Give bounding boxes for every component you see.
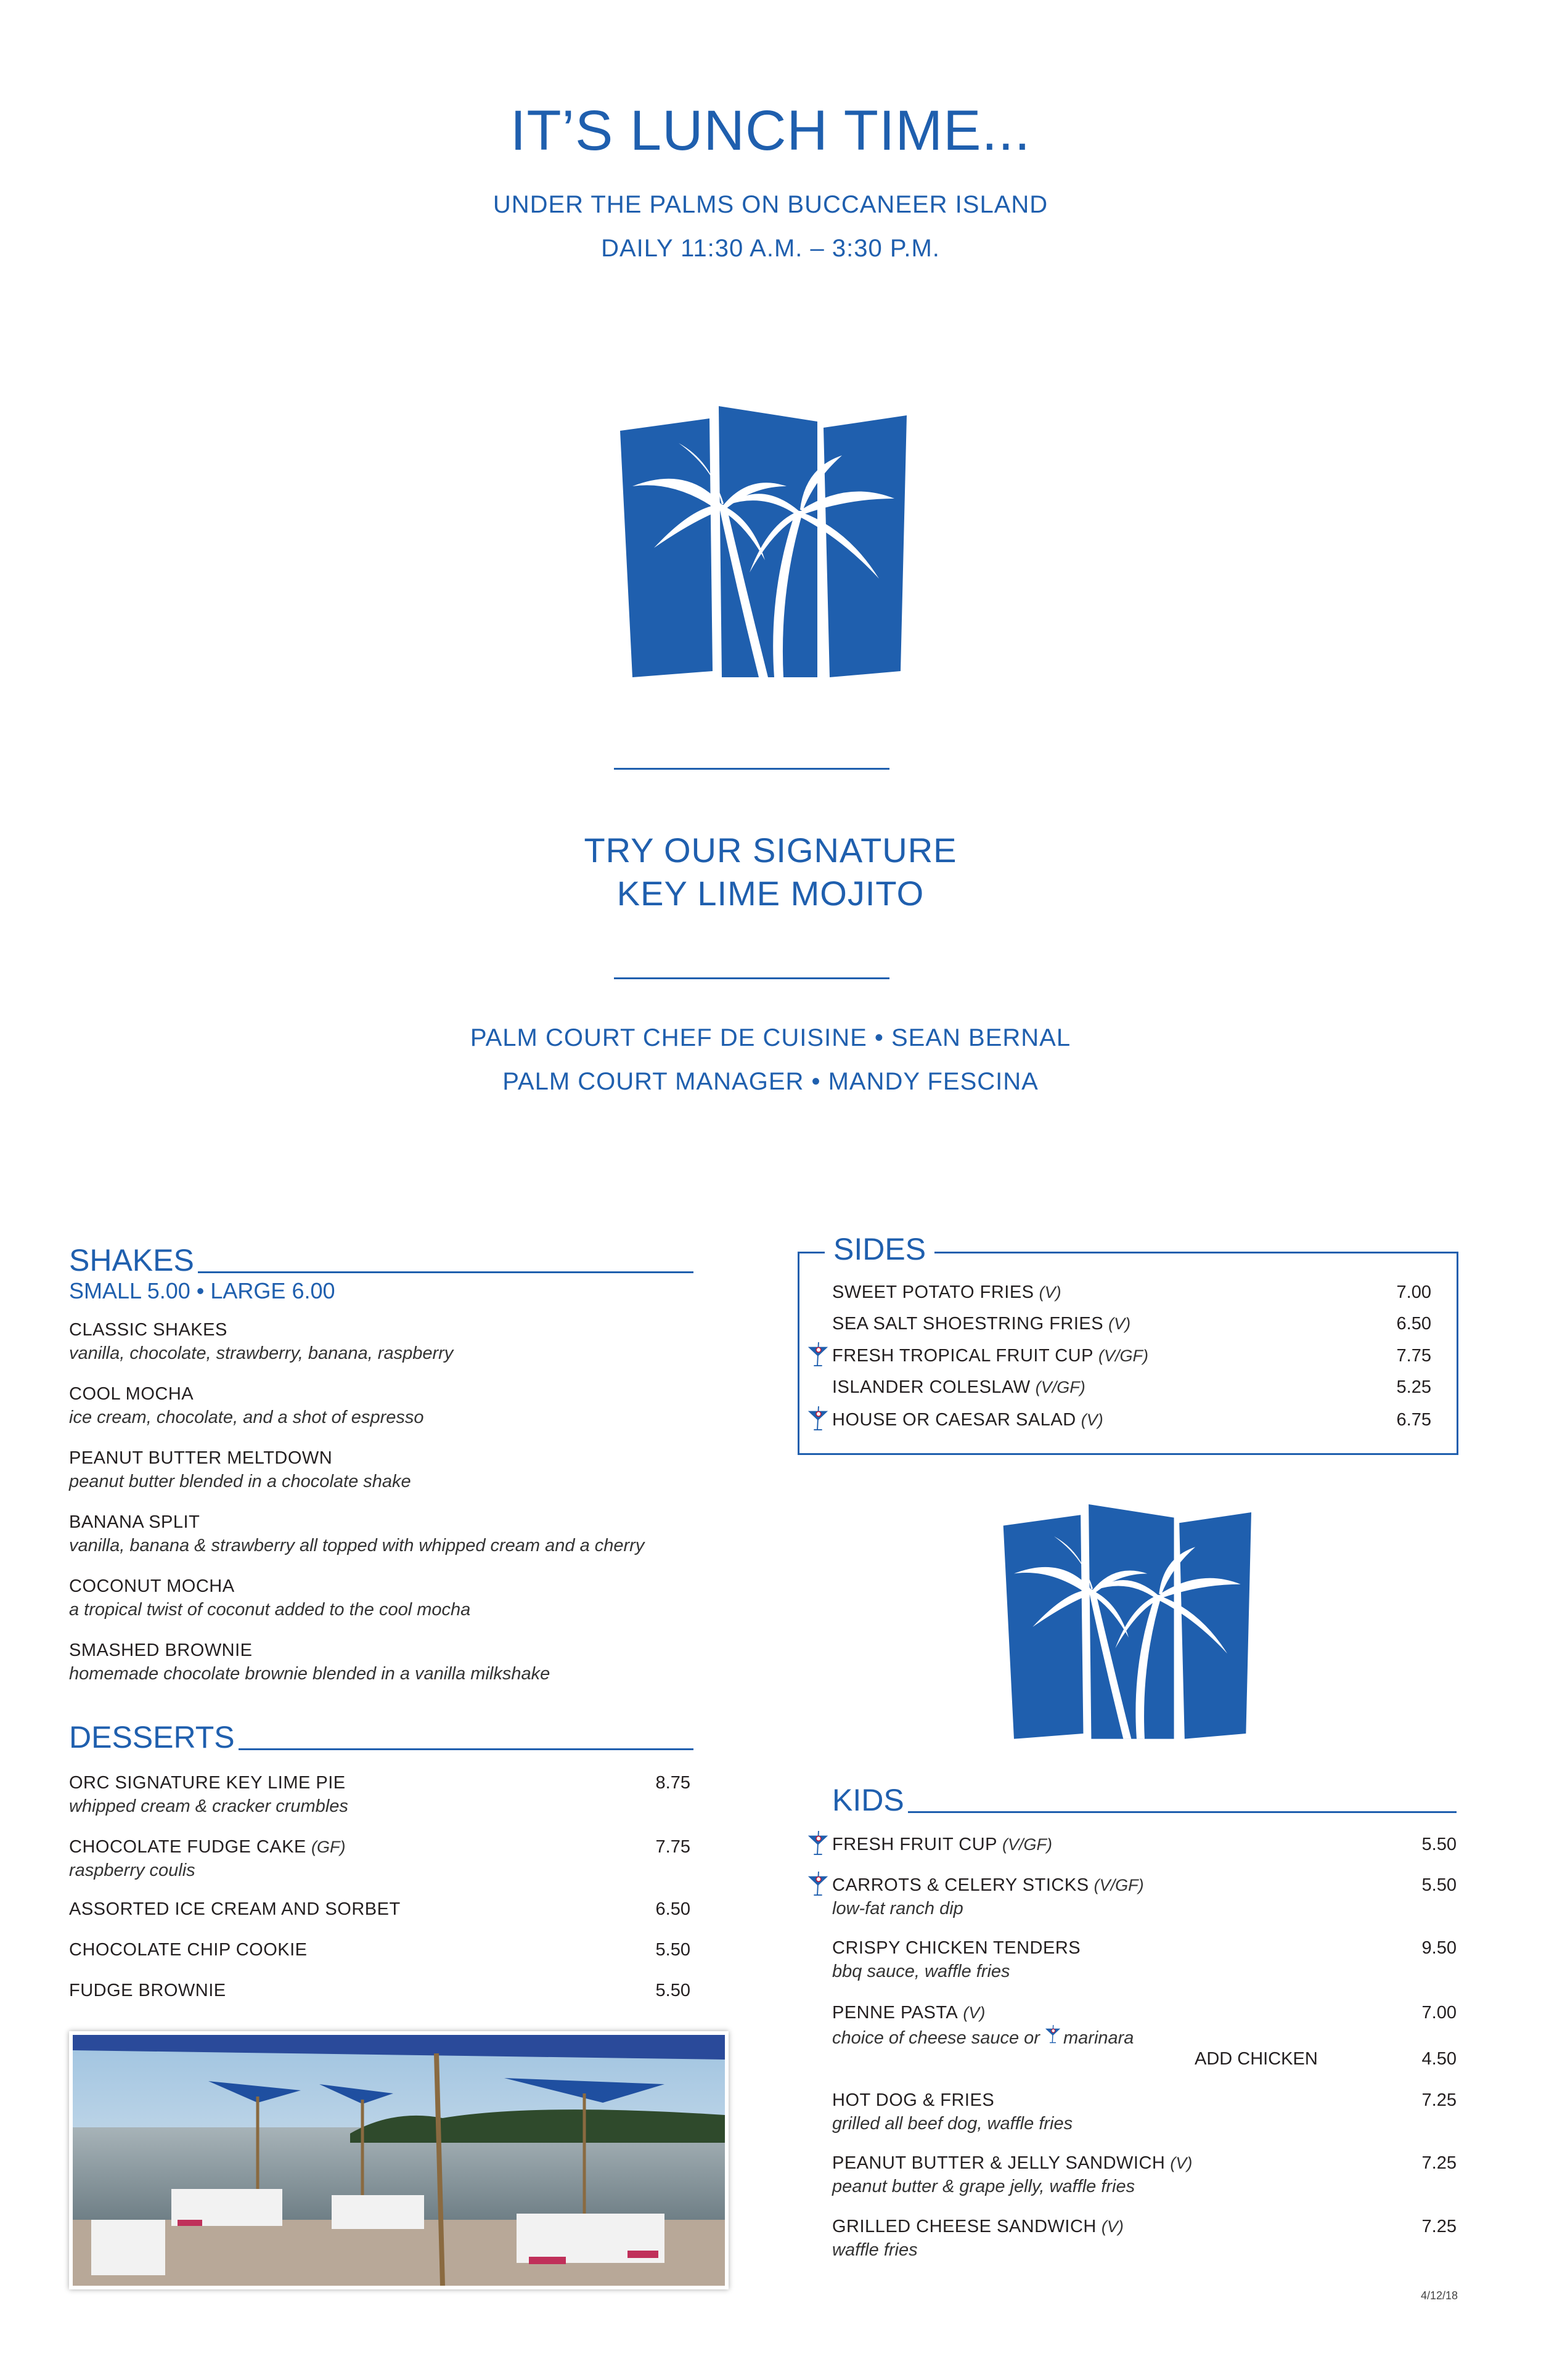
martini-icon	[1045, 2025, 1063, 2049]
item-name: SMASHED BROWNIE	[69, 1640, 253, 1660]
menu-item	[69, 1772, 690, 1817]
item-description: homemade chocolate brownie blended in a vanilla milkshake	[69, 1664, 550, 1684]
item-price: 7.75	[655, 1837, 690, 1857]
item-name: HOUSE OR CAESAR SALAD	[832, 1410, 1076, 1430]
sides-heading: SIDES	[825, 1231, 934, 1267]
kids-heading-label: KIDS	[832, 1783, 904, 1817]
manager-credit: PALM COURT MANAGER • MANDY FESCINA	[502, 1068, 1039, 1095]
divider	[614, 977, 889, 979]
menu-item	[832, 1345, 1431, 1367]
desserts-heading	[69, 1719, 693, 1755]
item-dietary-tag: (V/GF)	[1002, 1835, 1053, 1854]
item-name: PEANUT BUTTER MELTDOWN	[69, 1448, 333, 1468]
item-price: 7.00	[1396, 1282, 1431, 1302]
add-chicken-price: 4.50	[1421, 2049, 1457, 2069]
item-description: waffle fries	[832, 2240, 918, 2260]
patio-photo	[69, 2031, 729, 2289]
item-name: ORC SIGNATURE KEY LIME PIE	[69, 1773, 346, 1793]
item-dietary-tag: (V)	[1170, 2154, 1193, 2172]
menu-item	[69, 1939, 690, 1961]
martini-icon	[807, 1831, 828, 1856]
menu-item	[69, 1319, 693, 1364]
item-description: choice of cheese sauce or	[832, 2028, 1040, 2048]
hours-subtitle: DAILY 11:30 A.M. – 3:30 P.M.	[601, 235, 940, 262]
page-title: IT’S LUNCH TIME...	[510, 99, 1031, 162]
item-name: SEA SALT SHOESTRING FRIES	[832, 1314, 1104, 1334]
item-dietary-tag: (GF)	[311, 1838, 346, 1856]
chef-credit: PALM COURT CHEF DE CUISINE • SEAN BERNAL	[470, 1024, 1071, 1051]
item-description: vanilla, banana & strawberry all topped with whipped cream and a cherry	[69, 1536, 645, 1555]
item-name: BANANA SPLIT	[69, 1512, 200, 1532]
item-name: PEANUT BUTTER & JELLY SANDWICH	[832, 2153, 1166, 2173]
menu-item	[69, 1836, 690, 1881]
shakes-pricing: SMALL 5.00 • LARGE 6.00	[69, 1278, 335, 1303]
menu-item	[832, 1281, 1431, 1303]
kids-heading	[832, 1782, 1457, 1818]
menu-item	[69, 1639, 693, 1685]
item-dietary-tag: (V)	[1039, 1283, 1061, 1302]
item-dietary-tag: (V)	[1081, 1411, 1103, 1429]
item-description: ice cream, chocolate, and a shot of espresso	[69, 1408, 424, 1427]
palm-logo-icon	[1002, 1504, 1255, 1742]
item-price: 7.25	[1421, 2090, 1457, 2110]
item-price: 7.00	[1421, 2003, 1457, 2023]
item-name: COCONUT MOCHA	[69, 1576, 235, 1596]
shakes-heading	[69, 1242, 693, 1278]
menu-item	[832, 1409, 1431, 1431]
item-price: 6.50	[1396, 1314, 1431, 1334]
item-dietary-tag: (V/GF)	[1035, 1378, 1085, 1396]
menu-item	[832, 2152, 1457, 2198]
item-description: peanut butter blended in a chocolate shake	[69, 1472, 411, 1491]
item-name: CLASSIC SHAKES	[69, 1320, 227, 1340]
item-price: 5.50	[1421, 1875, 1457, 1895]
item-dietary-tag: (V/GF)	[1098, 1347, 1149, 1365]
item-description: peanut butter & grape jelly, waffle fries	[832, 2177, 1135, 2196]
item-description-line	[832, 2025, 1457, 2049]
location-subtitle: UNDER THE PALMS ON BUCCANEER ISLAND	[493, 191, 1048, 218]
menu-item	[832, 2002, 1457, 2049]
martini-icon	[807, 1406, 828, 1431]
item-dietary-tag: (V)	[1108, 1314, 1131, 1333]
item-name: CRISPY CHICKEN TENDERS	[832, 1938, 1081, 1958]
menu-item	[832, 1874, 1457, 1920]
item-description: grilled all beef dog, waffle fries	[832, 2114, 1073, 2133]
item-description: bbq sauce, waffle fries	[832, 1962, 1010, 1981]
item-price: 6.75	[1396, 1410, 1431, 1430]
item-price: 7.75	[1396, 1346, 1431, 1366]
item-name: PENNE PASTA	[832, 2003, 959, 2023]
item-price: 9.50	[1421, 1938, 1457, 1958]
print-date: 4/12/18	[1421, 2289, 1458, 2302]
item-name: FRESH TROPICAL FRUIT CUP	[832, 1346, 1093, 1366]
item-description: vanilla, chocolate, strawberry, banana, raspberry	[69, 1343, 454, 1363]
menu-item	[832, 1313, 1431, 1335]
item-dietary-tag: (V)	[963, 2003, 986, 2022]
martini-icon	[807, 1342, 828, 1367]
palm-logo-icon	[620, 406, 910, 680]
item-name: FUDGE BROWNIE	[69, 1981, 226, 2000]
item-name: HOT DOG & FRIES	[832, 2090, 995, 2110]
menu-item	[832, 1376, 1431, 1398]
item-name: FRESH FRUIT CUP	[832, 1835, 997, 1854]
menu-item	[69, 1979, 690, 2002]
item-description: low-fat ranch dip	[832, 1899, 963, 1918]
item-price: 7.25	[1421, 2153, 1457, 2173]
item-price: 7.25	[1421, 2217, 1457, 2236]
signature-line-1: TRY OUR SIGNATURE	[584, 831, 957, 870]
item-dietary-tag: (V)	[1101, 2217, 1124, 2236]
item-price: 5.50	[655, 1940, 690, 1960]
divider	[614, 768, 889, 770]
menu-item	[69, 1898, 690, 1920]
item-name: ASSORTED ICE CREAM AND SORBET	[69, 1899, 401, 1919]
item-price: 5.25	[1396, 1377, 1431, 1397]
add-chicken-label: ADD CHICKEN	[1195, 2049, 1318, 2069]
item-name: ISLANDER COLESLAW	[832, 1377, 1031, 1397]
item-price: 6.50	[655, 1899, 690, 1919]
item-name: CHOCOLATE CHIP COOKIE	[69, 1940, 308, 1960]
item-description: raspberry coulis	[69, 1860, 195, 1880]
menu-item	[832, 2089, 1457, 2135]
item-name: CHOCOLATE FUDGE CAKE	[69, 1837, 306, 1857]
menu-item	[832, 2215, 1457, 2261]
menu-item	[69, 1575, 693, 1621]
menu-item	[69, 1383, 693, 1428]
item-description: marinara	[1063, 2028, 1134, 2048]
menu-item	[69, 1447, 693, 1493]
item-name: CARROTS & CELERY STICKS	[832, 1875, 1089, 1895]
signature-line-2: KEY LIME MOJITO	[616, 874, 925, 913]
item-name: COOL MOCHA	[69, 1384, 194, 1404]
desserts-heading-label: DESSERTS	[69, 1720, 235, 1754]
item-description: a tropical twist of coconut added to the cool mocha	[69, 1600, 471, 1620]
menu-item	[832, 1937, 1457, 1983]
item-price: 8.75	[655, 1773, 690, 1793]
item-price: 5.50	[655, 1981, 690, 2000]
item-description: whipped cream & cracker crumbles	[69, 1796, 348, 1816]
item-name: GRILLED CHEESE SANDWICH	[832, 2217, 1097, 2236]
martini-icon	[807, 1872, 828, 1896]
menu-item	[832, 1833, 1457, 1856]
menu-item	[69, 1511, 693, 1557]
item-price: 5.50	[1421, 1835, 1457, 1854]
item-name: SWEET POTATO FRIES	[832, 1282, 1034, 1302]
item-dietary-tag: (V/GF)	[1093, 1876, 1144, 1894]
shakes-heading-label: SHAKES	[69, 1243, 194, 1278]
